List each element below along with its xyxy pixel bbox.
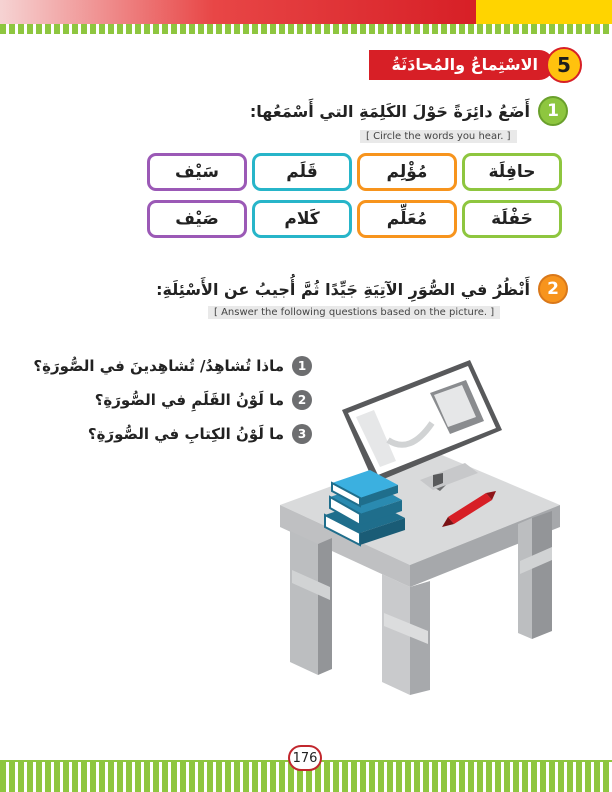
- top-band-red: [0, 0, 476, 24]
- question-number-badge: 3: [292, 424, 312, 444]
- word-cell[interactable]: صَيْف: [147, 200, 247, 238]
- section-title: [369, 48, 582, 82]
- page-number: 176: [288, 745, 322, 771]
- word-cell[interactable]: قَلَم: [252, 153, 352, 191]
- word-cell[interactable]: مُعَلِّم: [357, 200, 457, 238]
- top-stripe: [0, 24, 612, 34]
- word-cell[interactable]: كَلام: [252, 200, 352, 238]
- word-cell[interactable]: حَفْلَة: [462, 200, 562, 238]
- section-number-badge: 5: [546, 47, 582, 83]
- question-text: ما لَوْنُ القَلَمِ في الصُّورَةِ؟: [94, 391, 284, 409]
- top-band-yellow: [476, 0, 612, 24]
- exercise-1-text: أَضَعُ دائِرَةً حَوْلَ الكَلِمَةِ التي أَسْمَعُها:: [249, 101, 530, 121]
- top-band: [0, 0, 612, 24]
- question-text: ماذا تُشاهِدُ/ تُشاهِدينَ في الصُّورَةِ؟: [33, 357, 284, 375]
- question-number-badge: 1: [292, 356, 312, 376]
- word-cell[interactable]: حافِلَة: [462, 153, 562, 191]
- desk-illustration: [270, 355, 570, 695]
- exercise-1-english: [ Circle the words you hear. ]: [360, 130, 517, 143]
- word-cell[interactable]: سَيْف: [147, 153, 247, 191]
- exercise-2-instruction: [156, 274, 568, 304]
- question-number-badge: 2: [292, 390, 312, 410]
- exercise-1-instruction: [250, 96, 568, 126]
- section-title-label: الاسْتِماعُ والمُحادَثَةُ: [369, 50, 554, 80]
- exercise-2-english: [ Answer the following questions based on the picture. ]: [208, 306, 500, 319]
- exercise-1-number-badge: 1: [538, 96, 568, 126]
- exercise-2-number-badge: 2: [538, 274, 568, 304]
- word-cell[interactable]: مُؤْلِم: [357, 153, 457, 191]
- exercise-2-text: أَنْظُرُ في الصُّوَرِ الآتِيَةِ جَيِّدًا ثُمَّ أُجيبُ عن الأَسْئِلَةِ:: [156, 279, 530, 299]
- question-text: ما لَوْنُ الكِتابِ في الصُّورَةِ؟: [87, 425, 284, 443]
